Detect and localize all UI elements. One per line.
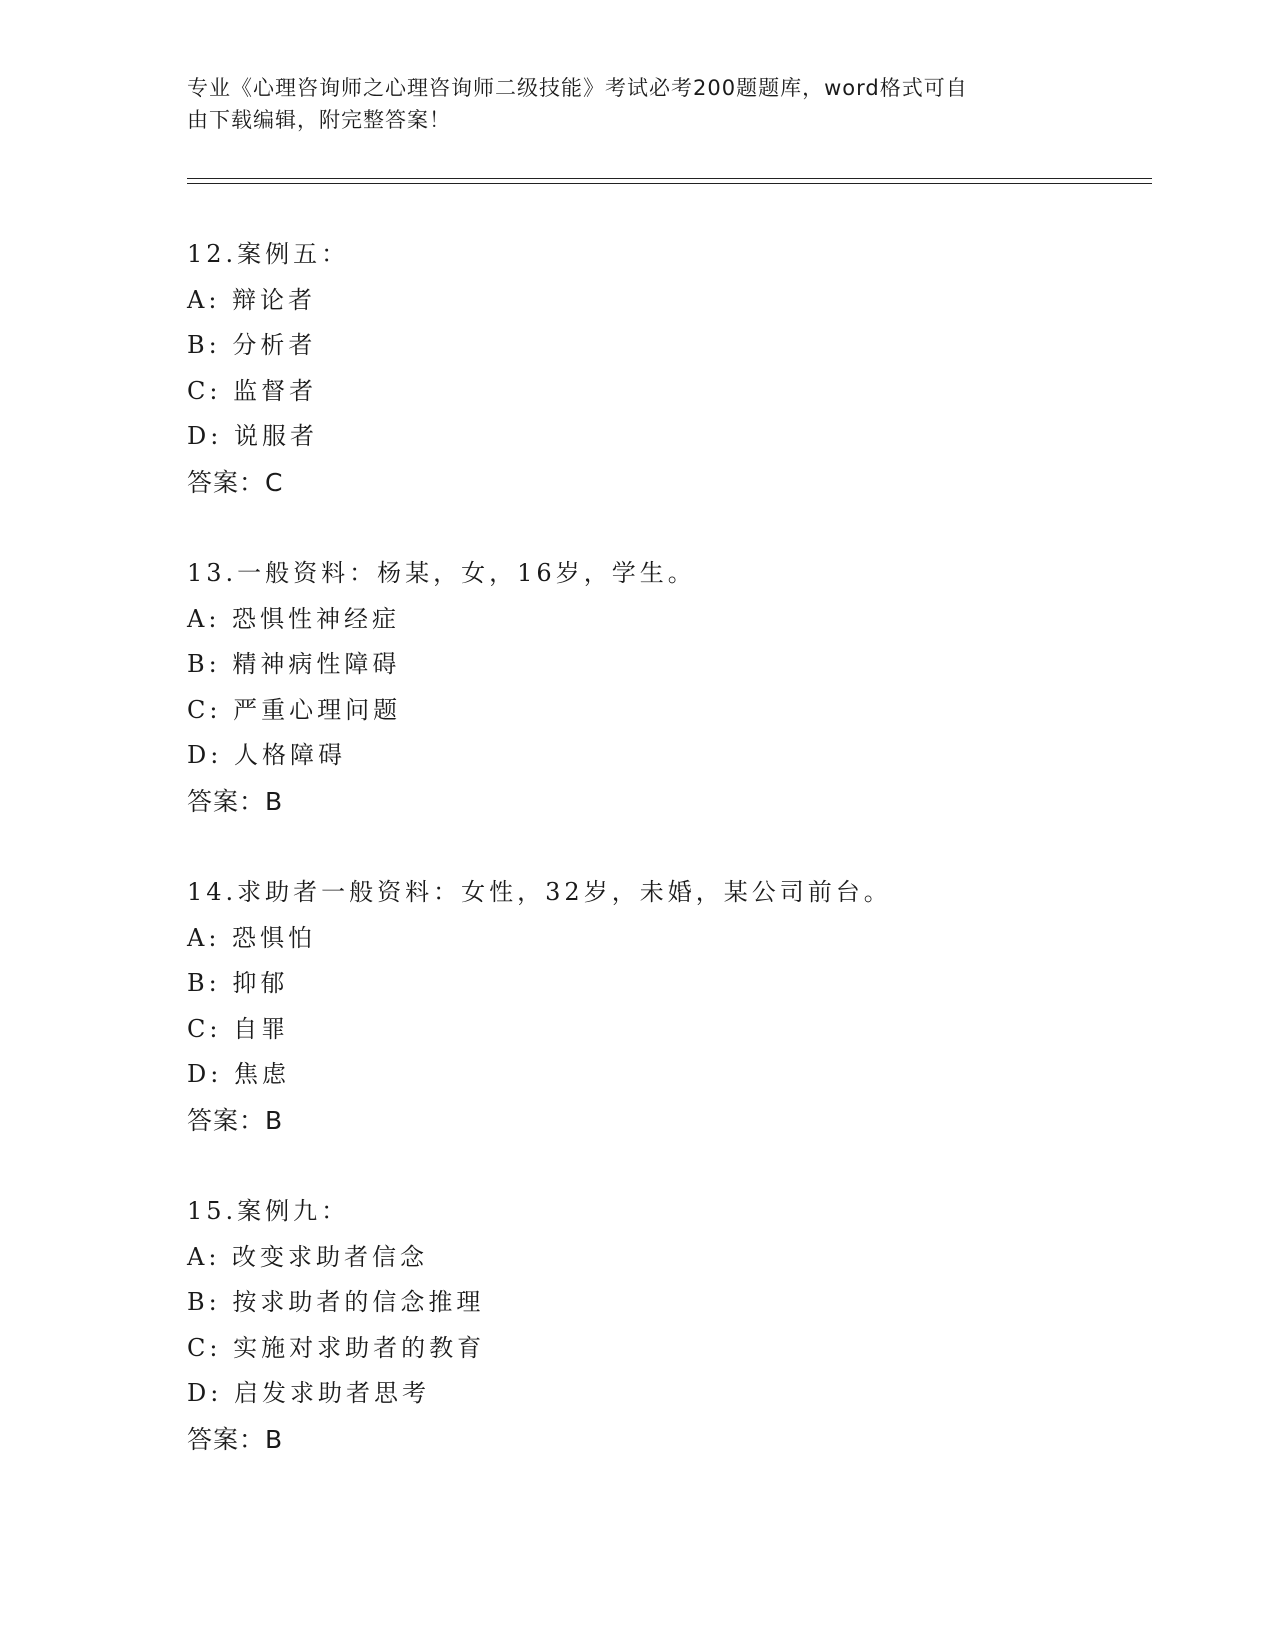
question-stem: 12.案例五： (187, 240, 350, 268)
option-d: D: 焦虑 (187, 1060, 290, 1088)
header-rule-bottom (187, 183, 1152, 184)
option-c: C: 实施对求助者的教育 (187, 1333, 486, 1362)
option-c: C: 监督者 (187, 376, 318, 405)
answer: 答案：B (187, 1424, 284, 1454)
question-14 (187, 870, 1152, 1143)
question-12 (187, 232, 1152, 505)
question-stem: 13.一般资料：杨某，女，16岁，学生。 (187, 559, 696, 587)
option-a: A: 改变求助者信念 (187, 1242, 429, 1271)
question-stem: 14.求助者一般资料：女性，32岁，未婚，某公司前台。 (187, 878, 892, 906)
header-rule-top (187, 178, 1152, 179)
option-d: D: 人格障碍 (187, 741, 346, 769)
option-b: B: 按求助者的信念推理 (187, 1288, 485, 1316)
document-header (187, 72, 1067, 136)
option-d: D: 说服者 (187, 422, 318, 450)
question-15 (187, 1189, 1152, 1462)
option-b: B: 精神病性障碍 (187, 650, 401, 678)
option-a: A: 恐惧性神经症 (187, 604, 401, 633)
option-d: D: 启发求助者思考 (187, 1379, 430, 1407)
option-a: A: 辩论者 (187, 285, 317, 314)
option-b: B: 抑郁 (187, 969, 289, 997)
answer: 答案：B (187, 786, 284, 816)
header-line-2: 由下载编辑，附完整答案！ (187, 108, 451, 132)
question-13 (187, 551, 1152, 824)
option-b: B: 分析者 (187, 331, 317, 359)
option-c: C: 自罪 (187, 1014, 290, 1043)
option-a: A: 恐惧怕 (187, 923, 317, 952)
header-line-1: 专业《心理咨询师之心理咨询师二级技能》考试必考200题题库，word格式可自 (187, 76, 968, 100)
answer: 答案：C (187, 467, 284, 497)
answer: 答案：B (187, 1105, 284, 1135)
question-stem: 15.案例九： (187, 1197, 350, 1225)
option-c: C: 严重心理问题 (187, 695, 402, 724)
